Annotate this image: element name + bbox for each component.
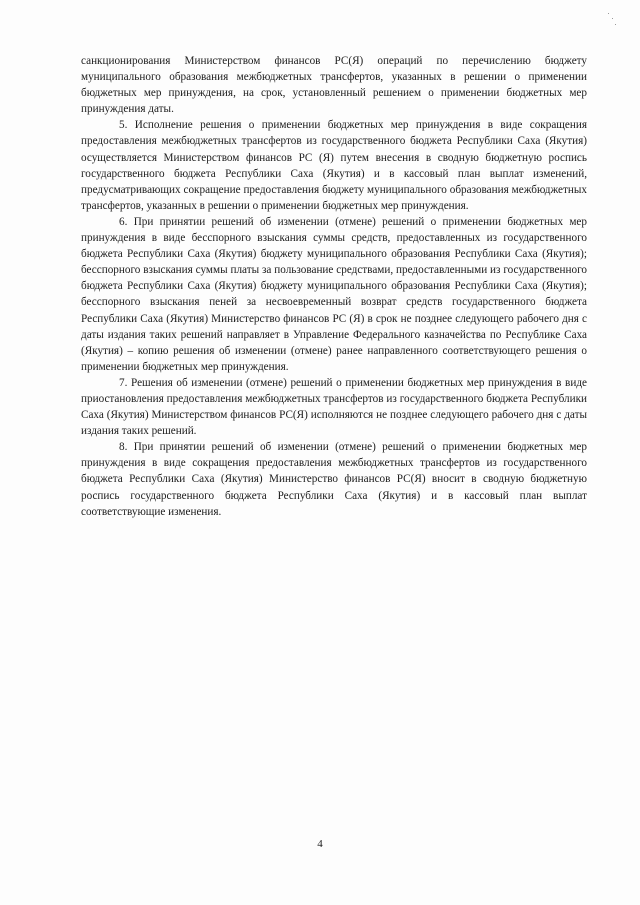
scan-artifact-dots (606, 10, 618, 30)
document-body (81, 53, 587, 520)
paragraph-6: 6. При принятии решений об изменении (отмене) решений о применении бюджетных мер принуждения в виде бесспорного взыскания суммы средств, предоставленных из государственного бюджета Республики Саха (Якутия) бюджету муниципального образования Республики Саха (Якутия); бесспорного взыскания суммы платы за пользование средствами, предоставленными из государственного бюджета Республики Саха (Якутия) бюджету муниципального образования Республики Саха (Якутия); бесспорного взыскания пеней за несвоевременный возврат средств государственного бюджета Республики Саха (Якутия) Министерство финансов РС (Я) в срок не позднее следующего рабочего дня с даты издания таких решений направляет в Управление Федерального казначейства по Республике Саха (Якутия) – копию решения об изменении (отмене) ранее направленного соответствующего решения о применении бюджетных мер принуждения. (81, 215, 587, 373)
paragraph-7: 7. Решения об изменении (отмене) решений о применении бюджетных мер принуждения в виде приостановления предоставления межбюджетных трансфертов из государственного бюджета Республики Саха (Якутия) Министерством финансов РС(Я) исполняются не позднее следующего рабочего дня с даты издания таких решений. (81, 376, 587, 438)
page-number: 4 (317, 838, 323, 850)
paragraph-8: 8. При принятии решений об изменении (отмене) решений о применении бюджетных мер принуждения в виде сокращения предоставления межбюджетных трансфертов из государственного бюджета Республики Саха (Якутия) Министерство финансов РС(Я) вносит в сводную бюджетную роспись государственного бюджета Республики Саха (Якутия) и в кассовый план выплат соответствующие изменения. (81, 441, 587, 518)
paragraph-continuation: санкционирования Министерством финансов РС(Я) операций по перечислению бюджету муниципального образования межбюджетных трансфертов, указанных в решении о применении бюджетных мер принуждения, на срок, установленный решением о применении бюджетных мер принуждения даты. (81, 55, 587, 116)
paragraph-5: 5. Исполнение решения о применении бюджетных мер принуждения в виде сокращения предоставления межбюджетных трансфертов из государственного бюджета Республики Саха (Якутия) осуществляется Министерством финансов РС (Я) путем внесения в сводную бюджетную роспись государственного бюджета Республики Саха (Якутия) и в кассовый план выплат изменений, предусматривающих сокращение предоставления бюджету муниципального образования межбюджетных трансфертов, указанных в решении о применении бюджетных мер принуждения. (81, 119, 587, 212)
